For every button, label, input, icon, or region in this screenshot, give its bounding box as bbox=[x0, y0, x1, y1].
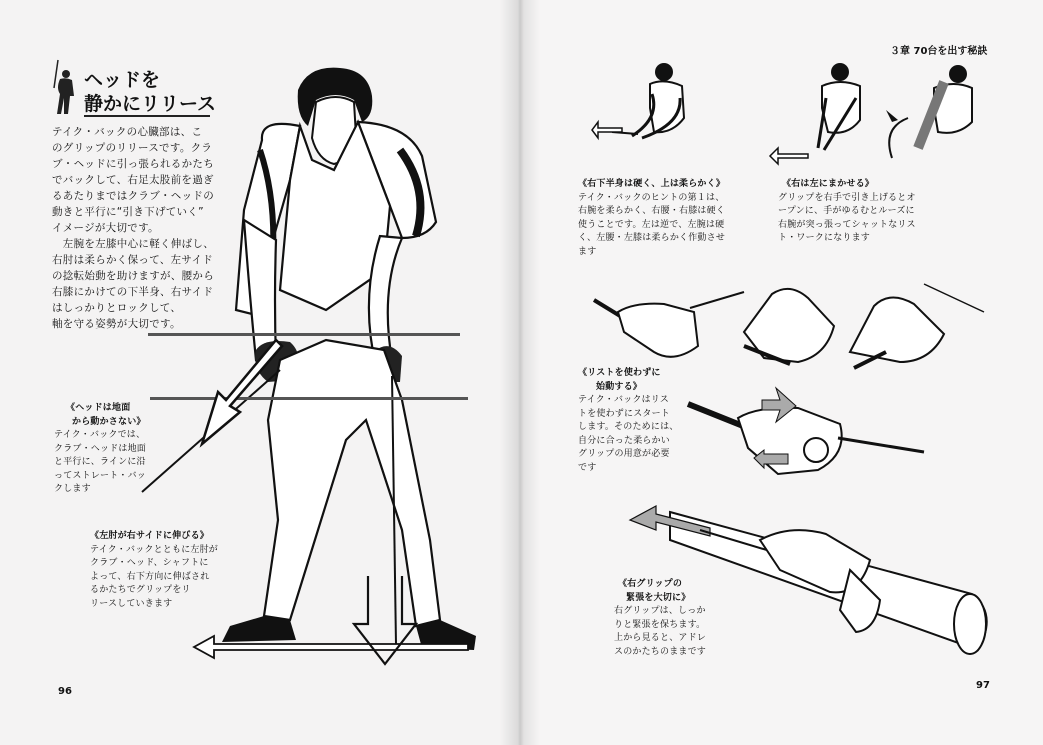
takeback-arrow-icon bbox=[196, 340, 296, 450]
right-left-demo-illustration bbox=[768, 58, 976, 168]
bottom-left-arrow-icon bbox=[190, 632, 470, 662]
book-gutter bbox=[500, 0, 540, 745]
grip-sequence-illustration bbox=[594, 272, 986, 376]
reference-line-upper bbox=[148, 333, 460, 336]
caption-no-wrist-start: 《リストを使わずに 始動する》 テイク・バックはリス トを使わずにスタート します。そのためには、 自分に合った柔らかい グリップの用意が必要 です bbox=[578, 368, 679, 473]
chapter-header: ３章 70台を出す秘訣 bbox=[890, 46, 988, 57]
page-number-right: 97 bbox=[976, 680, 990, 691]
caption-right-follows-left: 《右は左にまかせる》 グリップを右手で引き上げるとオ ープンに、手がゆるむとルーズに 右腕が突っ張ってシャットなリス ト・ワークになります bbox=[778, 179, 916, 243]
golfer-silhouette-icon bbox=[44, 58, 84, 118]
page-number-left: 96 bbox=[58, 686, 72, 697]
caption-head-stays-low: 《ヘッドは地面 から動かさない》 テイク・バックでは、 クラブ・ヘッドは地面 と平行に、ラインに沿 ってストレート・バッ クします bbox=[54, 403, 147, 494]
article-title: ヘッドを 静かにリリース bbox=[84, 69, 217, 115]
lower-body-demo-illustration bbox=[592, 58, 704, 154]
caption-lower-body: 《右下半身は硬く、上は柔らかく》 テイク・バックのヒントの第１は、 右腕を柔らかく、右腰・右膝は硬く 使うことです。左は逆で、左腕は硬 く、左腰・左膝は柔らかく作動させ ます bbox=[578, 179, 726, 257]
caption-right-grip-tension: 《右グリップの 緊張を大切に》 右グリップは、しっか りと緊張を保ちます。 上から見ると、アドレ スのかたちのままです bbox=[614, 579, 707, 657]
wrist-closeup-illustration bbox=[688, 388, 928, 488]
caption-left-elbow: 《左肘が右サイドに伸びる》 テイク・バックとともに左肘が クラブ・ヘッド、シャフトに よって、右下方向に伸ばされ るかたちでグリップをリ リースしていきます bbox=[90, 531, 218, 609]
body-text: テイク・バックの心臓部は、こ のグリップのリリースです。クラ ブ・ヘッドに引っ張られるかたち でバックして、右足太股前を過ぎ るあたりまではクラブ・ヘッドの 動きと平行に“引き下げていく” イメージが大切です。 左腕を左膝中心に軽く伸ばし、 右肘は柔らかく保って、左サイド の捻転始動を助けますが、腰から 右膝にかけての下半身、右サイド はしっかりとロックして、 軸を守る姿勢が大切です。 bbox=[52, 126, 214, 330]
bottom-down-arrow-icon bbox=[352, 576, 418, 666]
